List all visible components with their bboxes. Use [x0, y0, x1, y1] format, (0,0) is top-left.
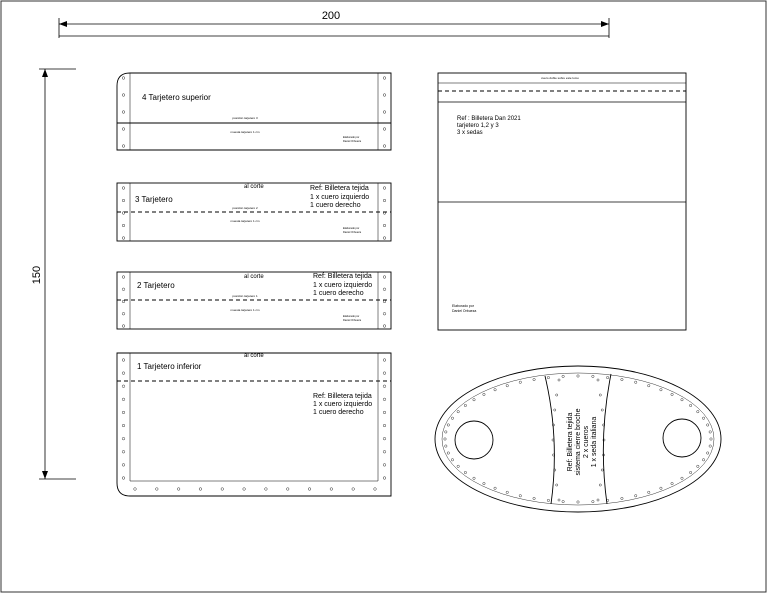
- piece-2-ref-line3: 1 cuero derecho: [313, 290, 364, 297]
- stitch-hole: [383, 288, 386, 291]
- piece-2-note-sample: muesta tarjetero 1 cm: [230, 308, 260, 312]
- stitch-hole: [706, 424, 708, 426]
- stitch-hole: [383, 300, 386, 303]
- stitch-hole: [473, 399, 475, 401]
- stitch-hole: [494, 389, 496, 391]
- piece-1-bottom-card: [117, 353, 391, 496]
- stitch-hole: [601, 469, 603, 471]
- piece-2-ref-line2: 1 x cuero izquierdo: [313, 282, 373, 289]
- stitch-hole: [447, 424, 449, 426]
- stitch-hole: [383, 411, 386, 414]
- stitch-hole: [122, 464, 125, 467]
- stitch-hole: [383, 187, 386, 190]
- piece-1-title: 1 Tarjetero inferior: [137, 362, 202, 371]
- stitch-hole: [383, 237, 386, 240]
- stitch-hole: [122, 325, 125, 328]
- stitch-hole: [383, 199, 386, 202]
- stitch-hole: [383, 224, 386, 227]
- oval-ref-line1: Ref: Billetera tejida: [567, 412, 574, 472]
- sheet-border: [1, 1, 766, 592]
- stitch-hole: [383, 437, 386, 440]
- stitch-hole: [519, 381, 521, 383]
- piece-3-note-position: posición tarjetero 2: [232, 206, 258, 210]
- width-dimension: [59, 10, 609, 38]
- stitch-hole: [556, 484, 558, 486]
- stitch-hole: [122, 411, 125, 414]
- stitch-hole: [156, 488, 159, 491]
- stitch-hole: [122, 477, 125, 480]
- stitch-hole: [697, 465, 699, 467]
- piece-3-card: [117, 183, 391, 241]
- stitch-hole: [648, 491, 650, 493]
- stitch-hole: [308, 488, 311, 491]
- piece-1-al-corte: al corte: [244, 353, 264, 359]
- stitch-hole: [533, 497, 535, 499]
- piece-3-note-sample: muesta tarjetero 1 cm: [230, 219, 260, 223]
- stitch-hole: [464, 471, 466, 473]
- stitch-hole: [122, 187, 125, 190]
- stitch-hole: [483, 482, 485, 484]
- stitch-hole: [122, 385, 125, 388]
- piece-3-credit-line1: Elaborado por: [343, 227, 360, 230]
- stitch-hole: [383, 464, 386, 467]
- stitch-hole: [671, 393, 673, 395]
- stitch-hole: [122, 212, 125, 215]
- stitch-hole: [383, 94, 386, 97]
- stitch-hole: [710, 438, 712, 440]
- stitch-hole: [122, 276, 125, 279]
- stitch-hole: [451, 417, 453, 419]
- stitch-hole: [558, 499, 560, 501]
- stitch-hole: [562, 375, 564, 377]
- stitch-hole: [601, 409, 603, 411]
- stitch-hole: [554, 409, 556, 411]
- stitch-hole: [562, 500, 564, 502]
- stitch-hole: [592, 500, 594, 502]
- piece-2-credit-line2: Daniel Orbueza: [343, 319, 362, 322]
- stitch-hole: [689, 404, 691, 406]
- stitch-hole: [547, 499, 549, 501]
- stitch-hole: [265, 488, 268, 491]
- piece-4-top-card: [117, 73, 391, 150]
- stitch-hole: [122, 359, 125, 362]
- stitch-hole: [122, 288, 125, 291]
- stitch-hole: [383, 424, 386, 427]
- stitch-hole: [383, 398, 386, 401]
- stitch-hole: [383, 128, 386, 131]
- height-dimension: [31, 69, 76, 479]
- stitch-hole: [597, 379, 599, 381]
- stitch-hole: [635, 381, 637, 383]
- piece-4-note-sample: muesta tarjetero 1 cm: [230, 130, 260, 134]
- stitch-hole: [383, 372, 386, 375]
- right-panel-ref-line3: 3 x sedas: [457, 130, 483, 136]
- stitch-hole: [383, 477, 386, 480]
- stitch-hole: [556, 394, 558, 396]
- stitch-hole: [286, 488, 289, 491]
- stitch-hole: [597, 499, 599, 501]
- stitch-hole: [577, 375, 579, 377]
- stitch-hole: [451, 459, 453, 461]
- stitch-hole: [383, 312, 386, 315]
- stitch-hole: [706, 452, 708, 454]
- piece-3-title: 3 Tarjetero: [135, 195, 173, 204]
- oval-ref-line3: 2 x cueros: [583, 425, 590, 459]
- stitch-hole: [445, 445, 447, 447]
- stitch-hole: [122, 372, 125, 375]
- stitch-hole: [122, 398, 125, 401]
- stitch-hole: [506, 491, 508, 493]
- stitch-hole: [577, 501, 579, 503]
- stitch-hole: [621, 497, 623, 499]
- right-panel-piece: [438, 73, 686, 330]
- stitch-hole: [709, 445, 711, 447]
- stitch-hole: [447, 452, 449, 454]
- stitch-hole: [558, 379, 560, 381]
- stitch-hole: [134, 488, 137, 491]
- stitch-hole: [660, 487, 662, 489]
- piece-3-al-corte: al corte: [244, 184, 264, 190]
- stitch-hole: [702, 417, 704, 419]
- stitch-hole: [660, 389, 662, 391]
- stitch-hole: [383, 276, 386, 279]
- piece-4-credit-line1: Elaborado por: [343, 136, 360, 139]
- stitch-hole: [689, 471, 691, 473]
- right-panel-credit-line1: Elaborado por: [452, 304, 474, 308]
- piece-2-al-corte: al corte: [244, 274, 264, 280]
- stitch-hole: [122, 111, 125, 114]
- stitch-hole: [457, 410, 459, 412]
- stitch-hole: [330, 488, 333, 491]
- piece-2-credit-line1: Elaborado por: [343, 315, 360, 318]
- stitch-hole: [374, 488, 377, 491]
- stitch-hole: [122, 145, 125, 148]
- piece-2-card: [117, 272, 391, 329]
- stitch-hole: [122, 450, 125, 453]
- stitch-hole: [122, 77, 125, 80]
- stitch-hole: [383, 450, 386, 453]
- stitch-hole: [709, 431, 711, 433]
- piece-1-ref-line1: Ref: Billetera tejida: [313, 393, 372, 400]
- stitch-hole: [122, 312, 125, 315]
- stitch-hole: [519, 495, 521, 497]
- right-panel-top-note: cuero doble sobre este lomo: [541, 76, 579, 80]
- oval-ref-line2: sistema cierre broche: [575, 408, 582, 476]
- piece-3-ref-line1: Ref: Billetera tejida: [310, 185, 369, 192]
- stitch-hole: [383, 145, 386, 148]
- stitch-hole: [383, 77, 386, 80]
- stitch-hole: [697, 410, 699, 412]
- stitch-hole: [243, 488, 246, 491]
- stitch-hole: [506, 384, 508, 386]
- width-dimension-label: 200: [321, 10, 341, 22]
- piece-2-note-position: posición tarjetero 1: [232, 294, 258, 298]
- stitch-hole: [681, 399, 683, 401]
- stitch-hole: [122, 224, 125, 227]
- stitch-hole: [444, 438, 446, 440]
- piece-2-ref-line1: Ref: Billetera tejida: [313, 273, 372, 280]
- stitch-hole: [681, 477, 683, 479]
- piece-4-note-position: posición tarjetero 3: [232, 116, 258, 120]
- stitch-hole: [177, 488, 180, 491]
- piece-1-ref-line2: 1 x cuero izquierdo: [313, 401, 373, 408]
- stitch-hole: [221, 488, 224, 491]
- stitch-hole: [533, 378, 535, 380]
- left-snap-hole: [455, 421, 493, 459]
- stitch-hole: [592, 375, 594, 377]
- stitch-hole: [122, 300, 125, 303]
- stitch-hole: [122, 199, 125, 202]
- piece-3-ref-line3: 1 cuero derecho: [310, 202, 361, 209]
- stitch-hole: [122, 94, 125, 97]
- piece-1-ref-line3: 1 cuero derecho: [313, 409, 364, 416]
- stitch-hole: [199, 488, 202, 491]
- height-dimension-label: 150: [31, 265, 43, 285]
- piece-3-credit-line2: Daniel Orbueza: [343, 231, 362, 234]
- stitch-hole: [621, 378, 623, 380]
- stitch-hole: [457, 465, 459, 467]
- stitch-hole: [702, 459, 704, 461]
- right-snap-hole: [663, 419, 701, 457]
- stitch-hole: [122, 437, 125, 440]
- piece-3-ref-line2: 1 x cuero izquierdo: [310, 194, 370, 201]
- right-panel-ref-line1: Ref : Billetera Dan 2021: [457, 116, 521, 122]
- piece-4-credit-line2: Daniel Orbueza: [343, 140, 362, 143]
- stitch-hole: [122, 237, 125, 240]
- stitch-hole: [648, 384, 650, 386]
- stitch-hole: [383, 325, 386, 328]
- stitch-hole: [464, 404, 466, 406]
- stitch-hole: [383, 385, 386, 388]
- oval-ref-line4: 1 x seda italiana: [591, 416, 598, 468]
- stitch-hole: [122, 424, 125, 427]
- stitch-hole: [671, 482, 673, 484]
- stitch-hole: [473, 477, 475, 479]
- stitch-hole: [494, 487, 496, 489]
- stitch-hole: [606, 376, 608, 378]
- stitch-hole: [483, 393, 485, 395]
- stitch-hole: [445, 431, 447, 433]
- piece-4-title: 4 Tarjetero superior: [142, 93, 211, 102]
- stitch-hole: [122, 128, 125, 131]
- stitch-hole: [352, 488, 355, 491]
- stitch-hole: [547, 376, 549, 378]
- stitch-hole: [635, 495, 637, 497]
- stitch-hole: [383, 111, 386, 114]
- right-panel-credit-line2: Daniel Orbueza: [452, 309, 477, 313]
- stitch-hole: [383, 359, 386, 362]
- stitch-hole: [599, 394, 601, 396]
- oval-clasp-piece: [435, 366, 721, 512]
- right-panel-ref-line2: tarjetero 1,2 y 3: [457, 123, 499, 129]
- piece-2-title: 2 Tarjetero: [137, 281, 175, 290]
- stitch-hole: [599, 484, 601, 486]
